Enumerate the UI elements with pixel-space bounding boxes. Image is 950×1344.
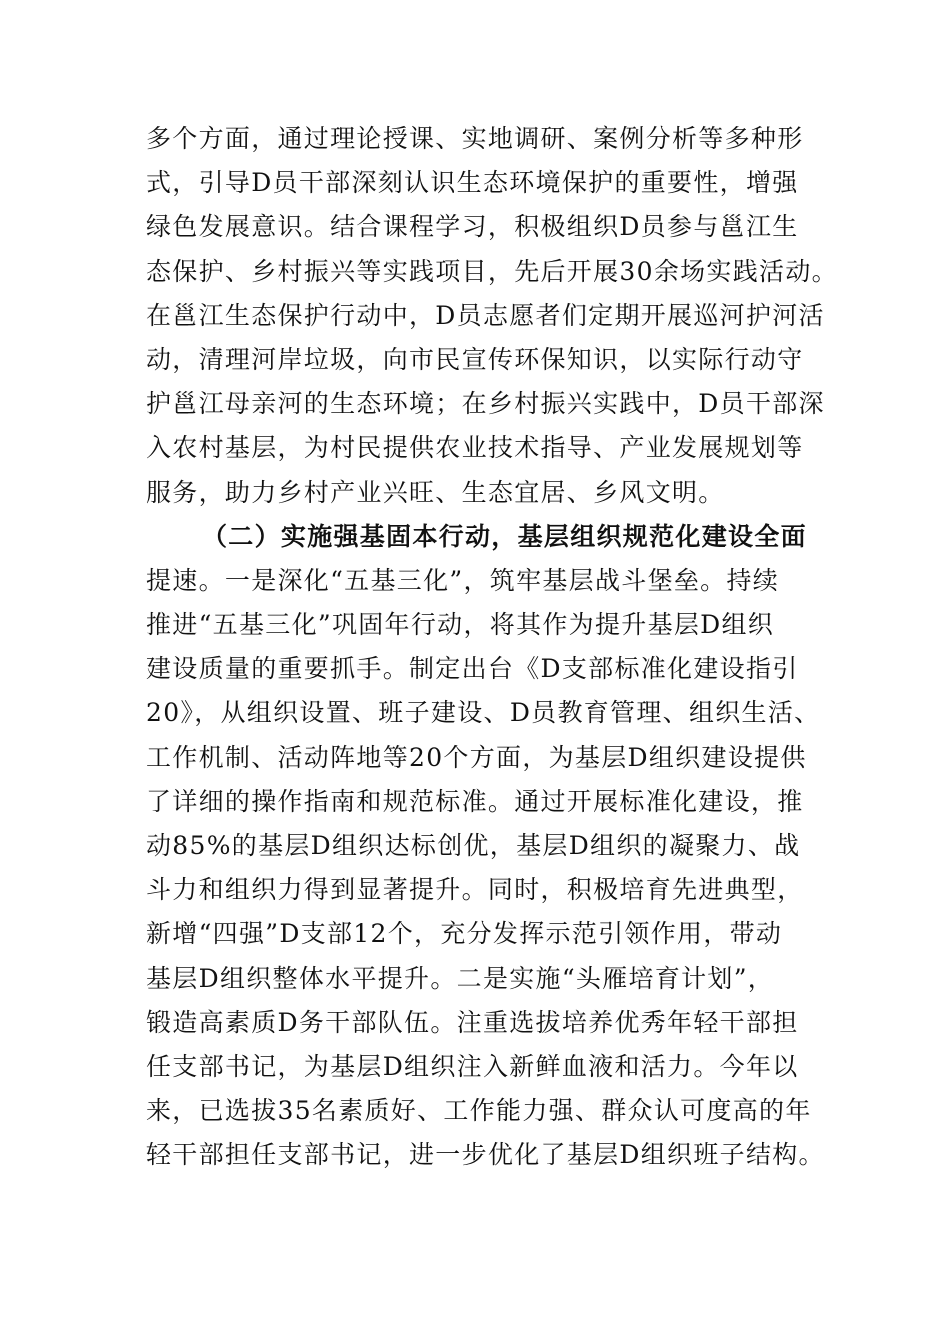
document-body xyxy=(146,117,838,1178)
body-line: 轻干部担任支部书记，进一步优化了基层D组织班子结构。 xyxy=(146,1140,825,1170)
body-line: 新增“四强”D支部12个，充分发挥示范引领作用，带动 xyxy=(146,919,783,949)
body-line: 入农村基层，为村民提供农业技术指导、产业发展规划等 xyxy=(146,433,804,463)
body-line: 服务，助力乡村产业兴旺、生态宜居、乡风文明。 xyxy=(146,477,725,507)
body-line: 提速。一是深化“五基三化”，筑牢基层战斗堡垒。持续 xyxy=(146,565,780,595)
section-heading-line: （二）实施强基固本行动，基层组织规范化建设全面 xyxy=(202,521,807,551)
body-line: 20》，从组织设置、班子建设、D员教育管理、组织生活、 xyxy=(146,698,821,728)
body-line: 在邕江生态保护行动中，D员志愿者们定期开展巡河护河活 xyxy=(146,300,825,330)
body-line: 推进“五基三化”巩固年行动，将其作为提升基层D组织 xyxy=(146,610,775,640)
body-line: 任支部书记，为基层D组织注入新鲜血液和活力。今年以 xyxy=(146,1051,799,1081)
body-line: 锻造高素质D务干部队伍。注重选拔培养优秀年轻干部担 xyxy=(146,1007,799,1037)
body-line: 来，已选拔35名素质好、工作能力强、群众认可度高的年 xyxy=(146,1096,812,1126)
body-line: 态保护、乡村振兴等实践项目，先后开展30余场实践活动。 xyxy=(146,256,838,286)
body-line: 动，清理河岸垃圾，向市民宣传环保知识，以实际行动守 xyxy=(146,344,804,374)
body-line: 动85%的基层D组织达标创优，基层D组织的凝聚力、战 xyxy=(146,831,801,860)
body-line: 工作机制、活动阵地等20个方面，为基层D组织建设提供 xyxy=(146,742,807,772)
body-line: 绿色发展意识。结合课程学习，积极组织D员参与邕江生 xyxy=(146,212,799,242)
body-line: 基层D组织整体水平提升。二是实施“头雁培育计划”， xyxy=(146,963,775,993)
body-line: 建设质量的重要抓手。制定出台《D支部标准化建设指引 xyxy=(146,654,799,684)
body-line: 多个方面，通过理论授课、实地调研、案例分析等多种形 xyxy=(146,124,804,153)
body-line: 护邕江母亲河的生态环境；在乡村振兴实践中，D员干部深 xyxy=(146,389,825,419)
body-line: 斗力和组织力得到显著提升。同时，积极培育先进典型， xyxy=(146,875,804,905)
body-line: 式，引导D员干部深刻认识生态环境保护的重要性，增强 xyxy=(146,168,799,198)
body-line: 了详细的操作指南和规范标准。通过开展标准化建设，推 xyxy=(146,786,804,816)
